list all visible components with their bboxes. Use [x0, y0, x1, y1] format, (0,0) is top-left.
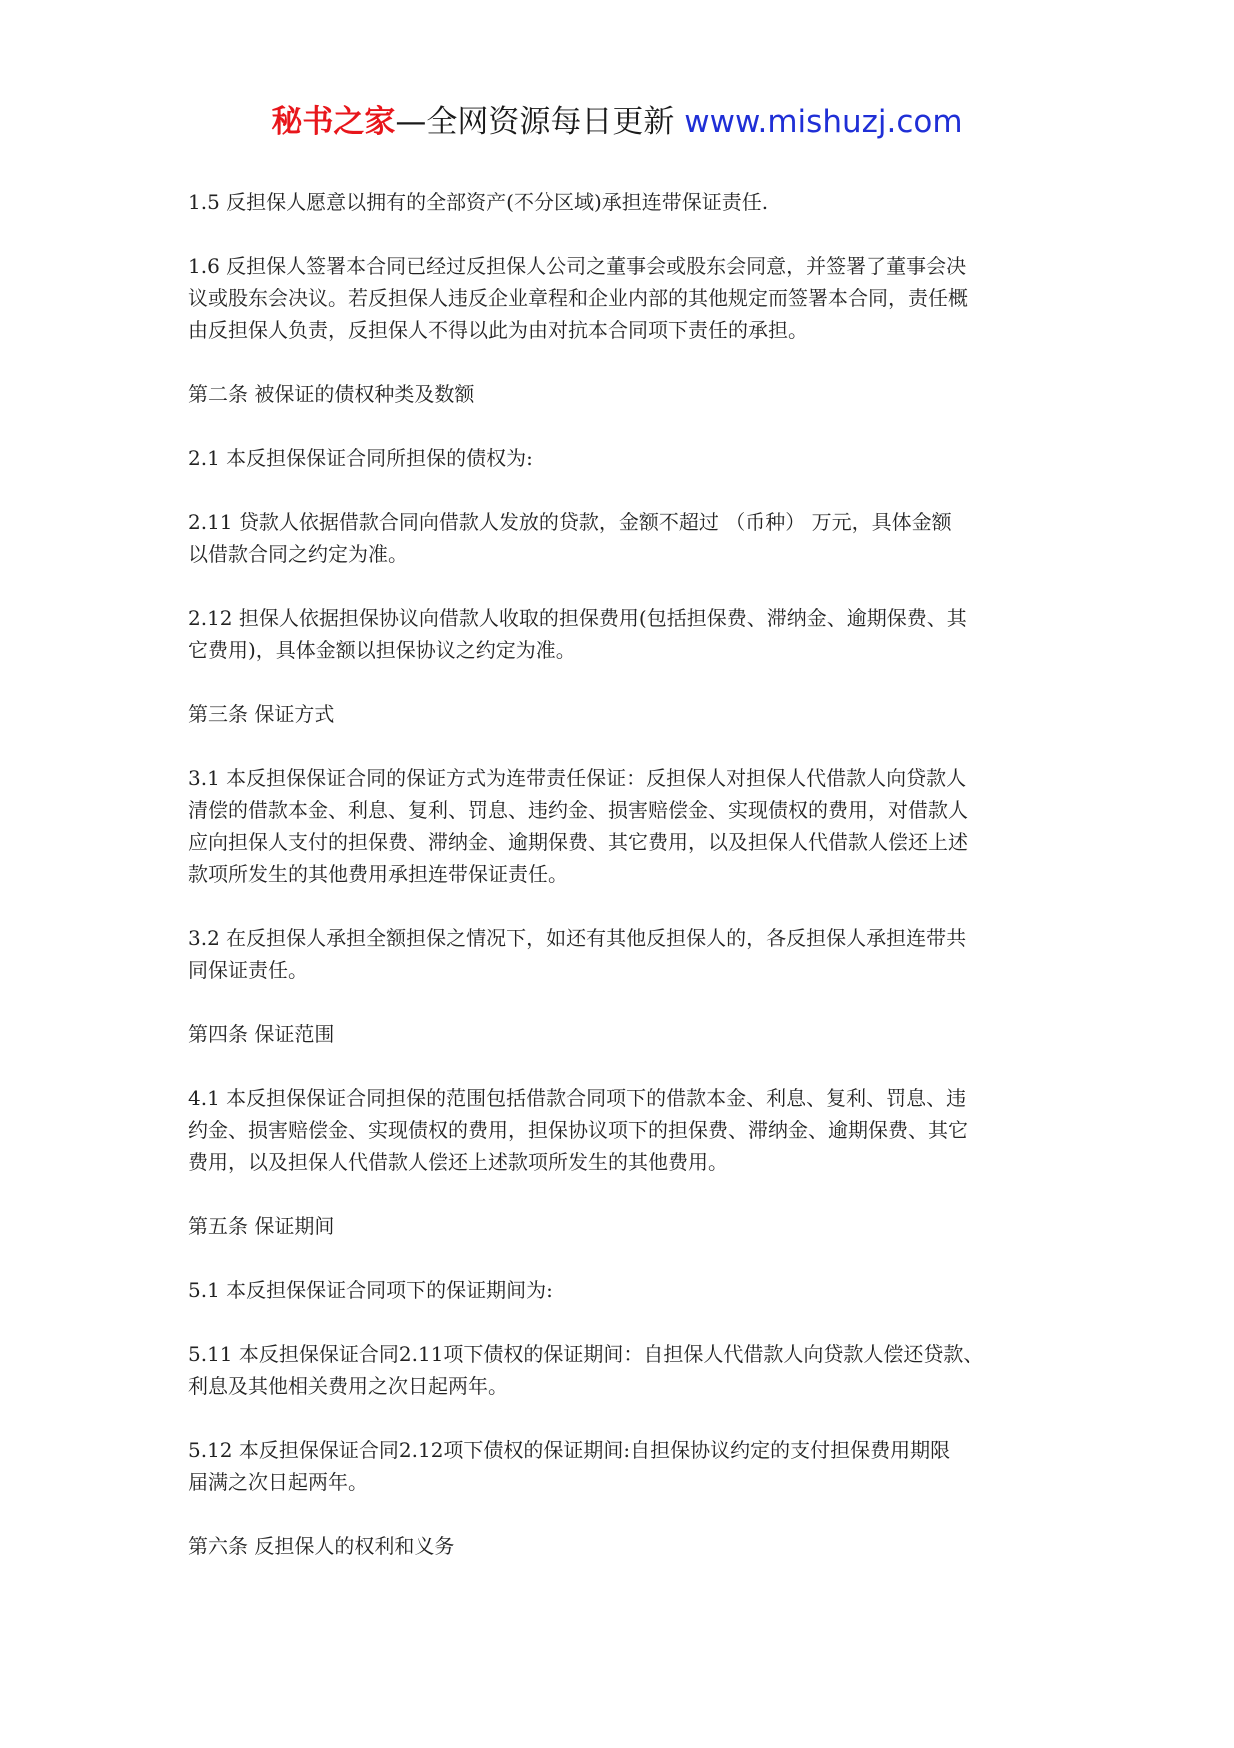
paragraph [188, 1210, 1068, 1242]
paragraph [188, 506, 1068, 570]
paragraph [188, 1530, 1068, 1562]
text-line: 约金、损害赔偿金、实现债权的费用，担保协议项下的担保费、滞纳金、逾期保费、其它 [188, 1118, 968, 1142]
text-line: 1.5 反担保人愿意以拥有的全部资产(不分区域)承担连带保证责任. [188, 190, 769, 214]
text-line: 费用，以及担保人代借款人偿还上述款项所发生的其他费用。 [188, 1150, 728, 1174]
text-line: 清偿的借款本金、利息、复利、罚息、违约金、损害赔偿金、实现债权的费用，对借款人 [188, 798, 968, 822]
paragraph [188, 1018, 1068, 1050]
text-line: 利息及其他相关费用之次日起两年。 [188, 1374, 508, 1398]
text-line: 4.1 本反担保保证合同担保的范围包括借款合同项下的借款本金、利息、复利、罚息、违 [188, 1086, 967, 1110]
text-line: 以借款合同之约定为准。 [188, 542, 408, 566]
text-line: 第六条 反担保人的权利和义务 [188, 1534, 455, 1558]
text-line: 第五条 保证期间 [188, 1214, 335, 1238]
paragraph [188, 186, 1068, 218]
paragraph [188, 698, 1068, 730]
paragraph [188, 378, 1068, 410]
paragraph [188, 1338, 1068, 1402]
paragraph [188, 1274, 1068, 1306]
text-line: 2.1 本反担保保证合同所担保的债权为: [188, 446, 533, 470]
text-line: 5.1 本反担保保证合同项下的保证期间为: [188, 1278, 553, 1302]
text-line: 3.1 本反担保保证合同的保证方式为连带责任保证：反担保人对担保人代借款人向贷款人 [188, 766, 967, 790]
paragraph [188, 1082, 1068, 1178]
text-line: 第二条 被保证的债权种类及数额 [188, 382, 475, 406]
text-line: 届满之次日起两年。 [188, 1470, 368, 1494]
brand-name: 秘书之家 [271, 104, 396, 140]
paragraph [188, 442, 1068, 474]
paragraph [188, 762, 1068, 890]
text-line: 2.11 贷款人依据借款合同向借款人发放的贷款，金额不超过 （币种） 万元，具体金额 [188, 510, 952, 534]
text-line: 5.12 本反担保保证合同2.12项下债权的保证期间:自担保协议约定的支付担保费用期限 [188, 1438, 951, 1462]
header-url[interactable]: www.mishuzj.com [684, 104, 963, 140]
text-line: 2.12 担保人依据担保协议向借款人收取的担保费用(包括担保费、滞纳金、逾期保费、其 [188, 606, 967, 630]
paragraph [188, 922, 1068, 986]
text-line: 应向担保人支付的担保费、滞纳金、逾期保费、其它费用，以及担保人代借款人偿还上述 [188, 830, 968, 854]
text-line: 第四条 保证范围 [188, 1022, 335, 1046]
paragraph [188, 602, 1068, 666]
text-line: 1.6 反担保人签署本合同已经过反担保人公司之董事会或股东会同意，并签署了董事会决 [188, 254, 967, 278]
text-line: 款项所发生的其他费用承担连带保证责任。 [188, 862, 568, 886]
text-line: 议或股东会决议。若反担保人违反企业章程和企业内部的其他规定而签署本合同，责任概 [188, 286, 968, 310]
paragraph [188, 250, 1068, 346]
page-header [0, 100, 1234, 144]
text-line: 它费用)，具体金额以担保协议之约定为准。 [188, 638, 576, 662]
document-body [188, 186, 1068, 1594]
text-line: 3.2 在反担保人承担全额担保之情况下，如还有其他反担保人的，各反担保人承担连带共 [188, 926, 967, 950]
header-tagline: —全网资源每日更新 [395, 104, 675, 140]
text-line: 由反担保人负责，反担保人不得以此为由对抗本合同项下责任的承担。 [188, 318, 808, 342]
text-line: 5.11 本反担保保证合同2.11项下债权的保证期间：自担保人代借款人向贷款人偿还贷款、 [188, 1342, 984, 1366]
paragraph [188, 1434, 1068, 1498]
text-line: 同保证责任。 [188, 958, 308, 982]
text-line: 第三条 保证方式 [188, 702, 335, 726]
